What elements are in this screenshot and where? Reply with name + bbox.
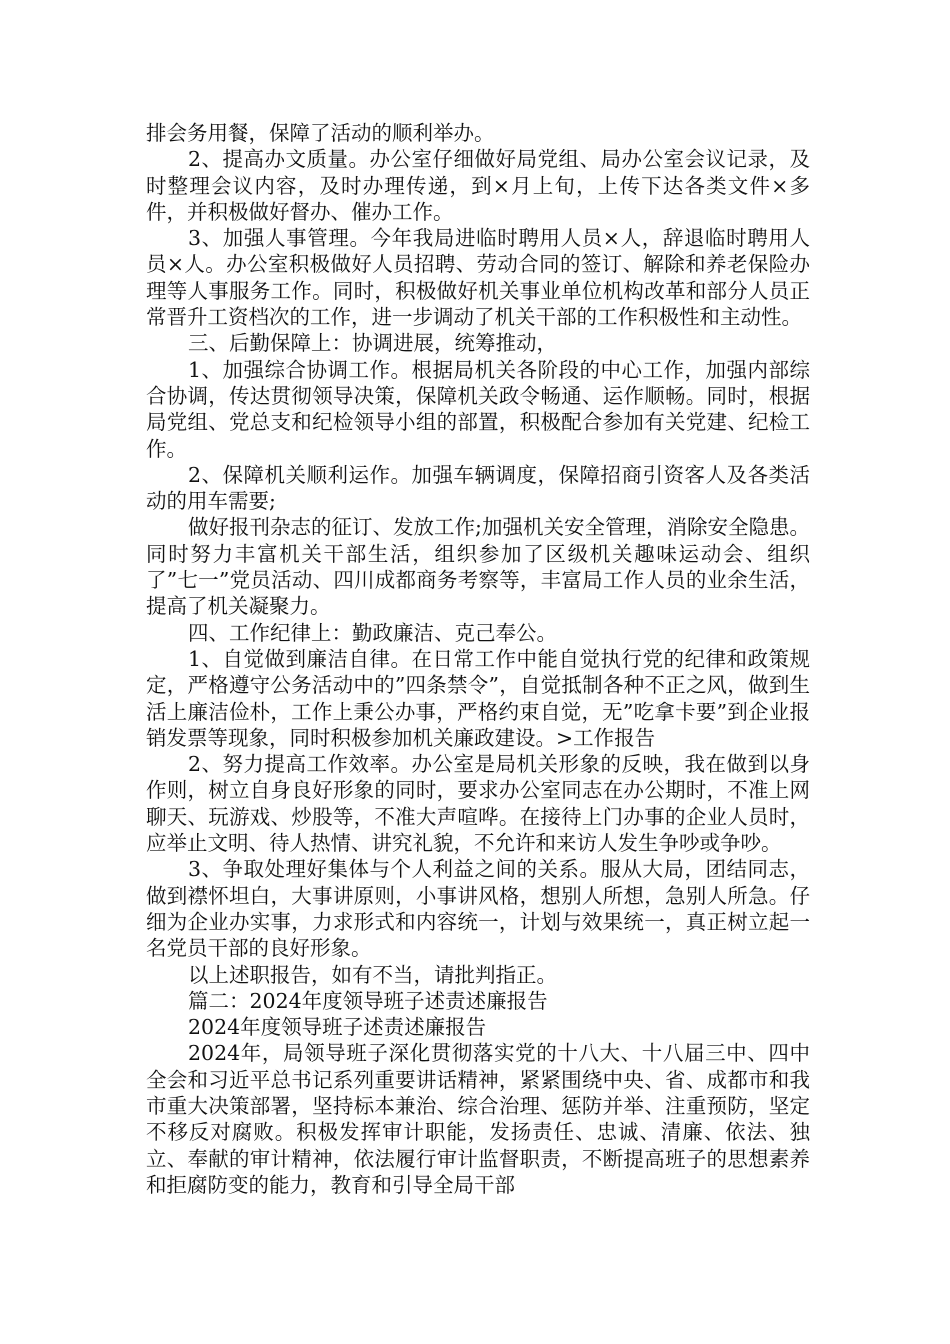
section-heading-discipline: 四、工作纪律上：勤政廉洁、克己奉公。 <box>188 620 557 645</box>
paragraph-self-discipline: 1、自觉做到廉洁自律。在日常工作中能自觉执行党的纪律和政策规定，严格遵守公务活动中的”四条禁令”，自觉抵制各种不正之风，做到生活上廉洁俭朴，工作上秉公办事，严格约束自觉，无”吃拿卡要”到企业报销发票等现象，同时积极参加机关廉政建设。>工作报告 <box>146 646 810 750</box>
paragraph-personnel-management: 3、加强人事管理。今年我局进临时聘用人员×人，辞退临时聘用人员×人。办公室积极做好人员招聘、劳动合同的签订、解除和养老保险办理等人事服务工作。同时，积极做好机关事业单位机构改革和部分人员正常晋升工资档次的工作，进一步调动了机关干部的工作积极性和主动性。 <box>146 226 810 330</box>
paragraph-efficiency: 2、努力提高工作效率。办公室是局机关形象的反映，我在做到以身作则，树立自身良好形象的同时，要求办公室同志在办公期时，不准上网聊天、玩游戏、炒股等，不准大声喧哗。在接待上门办事的企业人员时，应举止文明、待人热情、讲究礼貌，不允许和来访人发生争吵或争吵。 <box>146 752 810 856</box>
paragraph-report-intro: 2024年，局领导班子深化贯彻落实党的十八大、十八届三中、四中全会和习近平总书记系列重要讲话精神，紧紧围绕中央、省、成都市和我市重大决策部署，坚持标本兼治、综合治理、惩防并举、注重预防，坚定不移反对腐败。积极发挥审计职能，发扬责任、忠诚、清廉、依法、独立、奉献的审计精神，依法履行审计监督职责，不断提高班子的思想素养和拒腐防变的能力，教育和引导全局干部 <box>146 1041 810 1197</box>
paragraph-collective-interest: 3、争取处理好集体与个人利益之间的关系。服从大局，团结同志，做到襟怀坦白，大事讲原则，小事讲风格，想别人所想，急别人所急。仔细为企业办实事，力求形式和内容统一，计划与效果统一，真正树立起一名党员干部的良好形象。 <box>146 857 810 961</box>
paragraph-operation: 2、保障机关顺利运作。加强车辆调度，保障招商引资客人及各类活动的用车需要; <box>146 462 810 514</box>
section-heading-part-two: 篇二：2024年度领导班子述责述廉报告 <box>188 988 548 1013</box>
paragraph-periodicals: 做好报刊杂志的征订、发放工作;加强机关安全管理，消除安全隐患。同时努力丰富机关干部生活，组织参加了区级机关趣味运动会、组织了”七一”党员活动、四川成都商务考察等，丰富局工作人员的业余生活，提高了机关凝聚力。 <box>146 515 810 619</box>
document-page <box>146 120 810 1198</box>
paragraph-coordination: 1、加强综合协调工作。根据局机关各阶段的中心工作，加强内部综合协调，传达贯彻领导决策，保障机关政令畅通、运作顺畅。同时，根据局党组、党总支和纪检领导小组的部置，积极配合参加有关党建、纪检工作。 <box>146 357 810 461</box>
paragraph-closing: 以上述职报告，如有不当，请批判指正。 <box>188 962 557 987</box>
section-heading-logistics: 三、后勤保障上：协调进展，统筹推动， <box>188 331 557 356</box>
paragraph-continuation: 排会务用餐，保障了活动的顺利举办。 <box>146 121 495 145</box>
paragraph-document-quality: 2、提高办文质量。办公室仔细做好局党组、局办公室会议记录，及时整理会议内容，及时办理传递，到×月上旬，上传下达各类文件×多件，并积极做好督办、催办工作。 <box>146 147 810 224</box>
report-title: 2024年度领导班子述责述廉报告 <box>188 1015 487 1040</box>
